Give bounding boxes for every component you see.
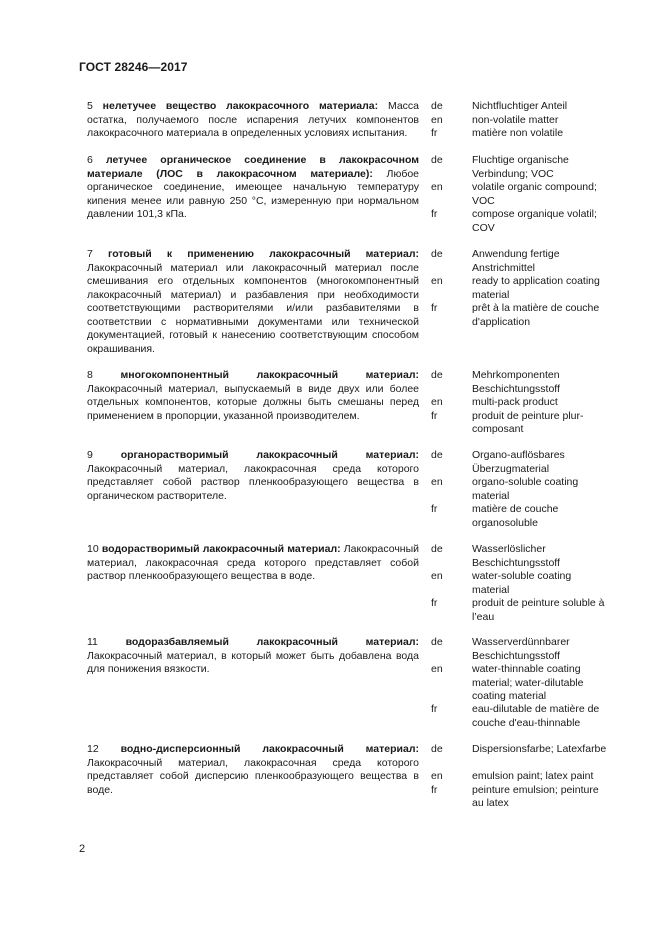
translations bbox=[431, 543, 611, 624]
lang-code-fr: fr bbox=[431, 597, 438, 609]
lang-code-de: de bbox=[431, 154, 443, 166]
translation-de: Anwendung fertige Anstrichmittel bbox=[472, 248, 560, 274]
term-number: 7 bbox=[87, 248, 93, 260]
translation-en: emulsion paint; latex paint bbox=[472, 770, 594, 782]
translations bbox=[431, 248, 611, 329]
translation-de: Dispersionsfarbe; Latexfarbe bbox=[472, 743, 607, 755]
lang-code-de: de bbox=[431, 743, 443, 755]
lang-code-en: en bbox=[431, 770, 443, 782]
term-number: 11 bbox=[87, 636, 98, 648]
term-title: нелетучее вещество лакокрасочного материала: bbox=[102, 100, 379, 112]
term-title: летучее органическое соединение в лакокрасочном материале (ЛОС в лакокрасочном материале): bbox=[87, 154, 419, 180]
translations bbox=[431, 636, 611, 730]
lang-code-en: en bbox=[431, 181, 443, 193]
term-definition bbox=[87, 543, 419, 584]
translation-en: water-thinnable coating material; water-dilutable coating material bbox=[472, 663, 584, 702]
lang-code-fr: fr bbox=[431, 503, 438, 515]
translations bbox=[431, 743, 611, 811]
translation-fr: compose organique volatil; COV bbox=[472, 208, 597, 234]
translation-de: Fluchtige organische Verbindung; VOC bbox=[472, 154, 569, 180]
page-number: 2 bbox=[79, 843, 86, 855]
definition-text: Лакокрасочный материал или лакокрасочный материал после смешивания его отдельных компонентов (многокомпонентный лакокрасочный материал) и разбавления при необходимости соответствующими растворителями и/или разбавителями в соответствии с нормативными документами или технической документацией, готовый к нанесению соответствующим способом окрашивания. bbox=[87, 261, 419, 355]
definition-text: Лакокрасочный материал, лакокрасочная среда которого представляет собой раствор пленкообразующего вещества в органическом растворителе. bbox=[87, 462, 419, 502]
translation-de: Mehrkomponenten Beschichtungsstoff bbox=[472, 369, 560, 395]
term-definition bbox=[87, 248, 419, 356]
term-title: органорастворимый лакокрасочный материал: bbox=[120, 449, 419, 461]
translations bbox=[431, 154, 611, 235]
translation-en: water-soluble coating material bbox=[472, 570, 572, 596]
term-title: водорастворимый лакокрасочный материал: bbox=[101, 543, 341, 555]
translation-de: Nichtfluchtiger Anteil bbox=[472, 100, 568, 112]
lang-code-en: en bbox=[431, 476, 443, 488]
translation-fr: peinture emulsion; peinture au latex bbox=[472, 783, 599, 809]
definition-text: Лакокрасочный материал, лакокрасочная среда которого представляет собой раствор пленкообразующего вещества в воде. bbox=[87, 543, 419, 582]
translation-de: Wasserlöslicher Beschichtungsstoff bbox=[472, 543, 560, 569]
lang-code-fr: fr bbox=[431, 208, 438, 220]
translation-en: volatile organic compound; VOC bbox=[472, 181, 597, 207]
page-header-standard: ГОСТ 28246—2017 bbox=[79, 60, 188, 74]
lang-code-fr: fr bbox=[431, 703, 438, 715]
lang-code-de: de bbox=[431, 369, 443, 381]
definition-text: Масса остатка, получаемого после испарения летучих компонентов лакокрасочного материала в определенных условиях испытания. bbox=[87, 100, 419, 139]
lang-code-fr: fr bbox=[431, 302, 438, 314]
term-title: готовый к применению лакокрасочный материал: bbox=[108, 248, 419, 260]
translation-fr: matière non volatile bbox=[472, 127, 564, 139]
lang-code-en: en bbox=[431, 113, 443, 126]
translations bbox=[431, 449, 611, 530]
translation-fr: produit de peinture soluble à l’eau bbox=[472, 597, 605, 623]
lang-code-de: de bbox=[431, 248, 443, 260]
term-definition bbox=[87, 743, 419, 797]
term-definition bbox=[87, 449, 419, 503]
term-number: 5 bbox=[87, 100, 93, 112]
lang-code-de: de bbox=[431, 636, 443, 648]
definition-text: Любое органическое соединение, имеющее начальную температуру кипения менее или равную 250 °C, измеренную при нормальном давлении 101,3 кПа. bbox=[87, 167, 420, 220]
translation-en: ready to application coating material bbox=[472, 275, 600, 301]
translations bbox=[431, 369, 611, 437]
definition-text: Лакокрасочный материал, выпускаемый в виде двух или более отдельных компонентов, которые должны быть смешаны перед применением в пропорции, указанной производителем. bbox=[87, 382, 419, 422]
term-number: 10 bbox=[87, 543, 99, 555]
translations bbox=[431, 100, 611, 141]
translation-fr: matière de couche organosoluble bbox=[472, 503, 559, 529]
definition-text: Лакокрасочный материал, лакокрасочная среда которого представляет собой дисперсию пленкообразующего вещества в воде. bbox=[87, 756, 419, 796]
lang-code-fr: fr bbox=[431, 127, 438, 139]
lang-code-en: en bbox=[431, 396, 443, 408]
lang-code-en: en bbox=[431, 570, 443, 582]
term-definition bbox=[87, 154, 419, 222]
term-definition bbox=[87, 636, 419, 677]
term-number: 6 bbox=[87, 154, 93, 166]
translation-en: organo-soluble coating material bbox=[472, 476, 579, 502]
translation-fr: produit de peinture plur-composant bbox=[472, 409, 584, 435]
translation-fr: eau-dilutable de matière de couche d'eau-thinnable bbox=[472, 703, 600, 729]
lang-code-de: de bbox=[431, 449, 443, 461]
translation-de: Organo-auflösbares Überzugmaterial bbox=[472, 449, 565, 475]
lang-code-fr: fr bbox=[431, 409, 438, 422]
term-number: 8 bbox=[87, 369, 93, 381]
term-title: водно-дисперсионный лакокрасочный материал: bbox=[120, 743, 419, 755]
translation-fr: prêt à la matière de couche d'application bbox=[472, 302, 600, 328]
lang-code-de: de bbox=[431, 100, 443, 112]
term-title: водоразбавляемый лакокрасочный материал: bbox=[125, 636, 420, 648]
lang-code-en: en bbox=[431, 275, 443, 287]
term-number: 12 bbox=[87, 743, 99, 755]
translation-en: non-volatile matter bbox=[472, 113, 559, 126]
translation-en: multi-pack product bbox=[472, 396, 558, 408]
definition-text: Лакокрасочный материал, в который может быть добавлена вода для понижения вязкости. bbox=[87, 649, 419, 675]
term-number: 9 bbox=[87, 449, 93, 461]
lang-code-fr: fr bbox=[431, 783, 438, 796]
term-definition bbox=[87, 100, 419, 141]
lang-code-de: de bbox=[431, 543, 443, 555]
lang-code-en: en bbox=[431, 663, 443, 675]
translation-de: Wasserverdünnbarer Beschichtungsstoff bbox=[472, 636, 570, 662]
term-title: многокомпонентный лакокрасочный материал: bbox=[120, 369, 419, 381]
term-definition bbox=[87, 369, 419, 423]
